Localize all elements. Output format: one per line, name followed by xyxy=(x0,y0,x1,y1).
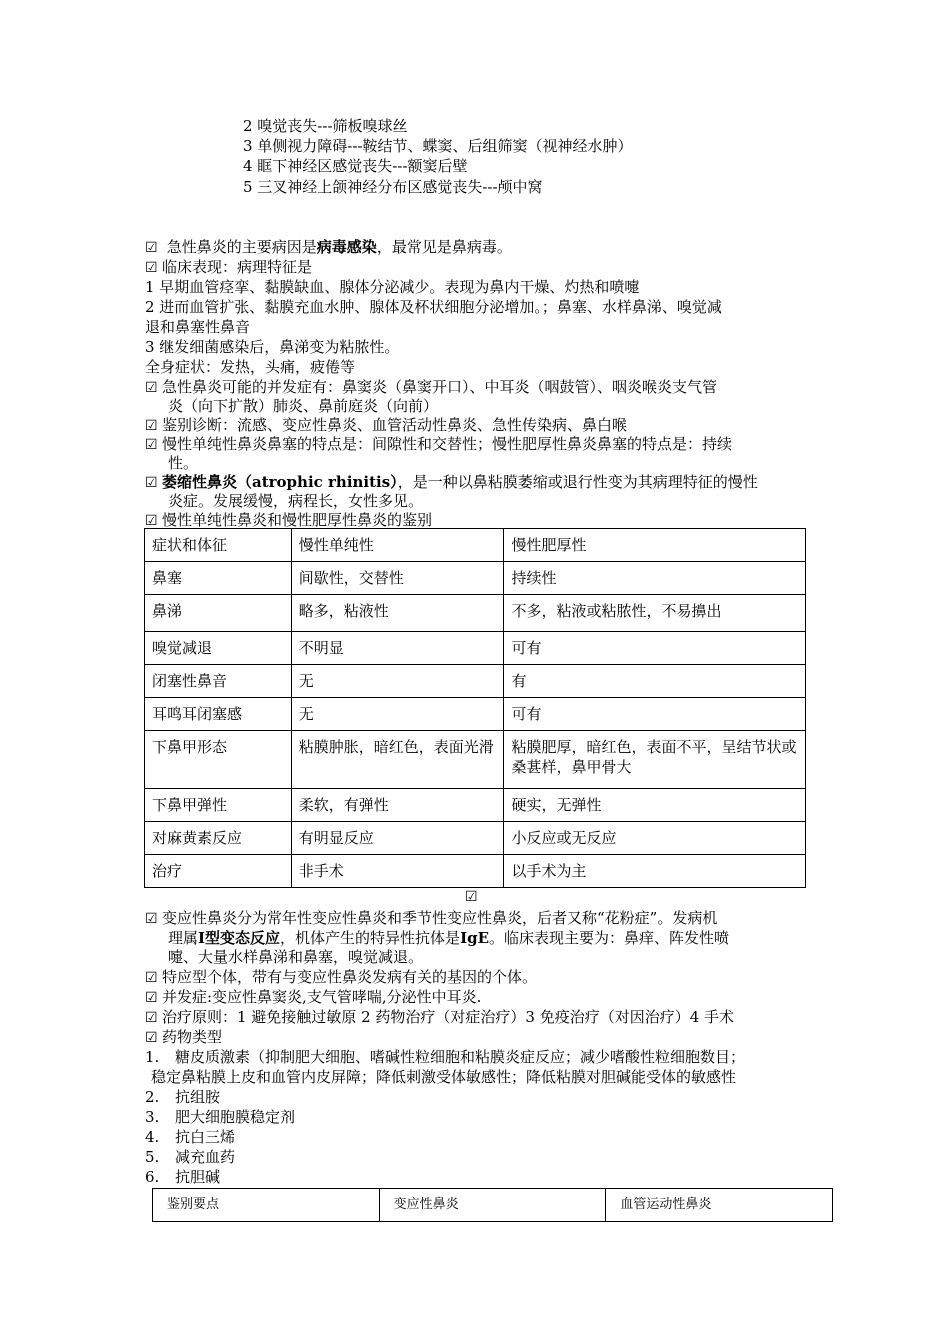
text-line: 理属Ⅰ型变态反应，机体产生的特异性抗体是IgE。临床表现主要为：鼻痒、阵发性喷 xyxy=(168,929,730,947)
clinical-line: ☑ 临床表现：病理特征是 xyxy=(145,258,313,276)
text-line: 炎症。发展缓慢，病程长，女性多见。 xyxy=(168,492,424,510)
list-item: 3. 肥大细胞膜稳定剂 xyxy=(145,1108,296,1126)
text-line: 稳定鼻粘膜上皮和血管内皮屏障；降低刺激受体敏感性；降低粘膜对胆碱能受体的敏感性 xyxy=(151,1068,737,1086)
table-cell: 间歇性，交替性 xyxy=(291,562,504,595)
text-line: 全身症状：发热，头痛，疲倦等 xyxy=(145,358,356,376)
text-line: 3 继发细菌感染后，鼻涕变为粘脓性。 xyxy=(145,338,400,356)
drug-types-line: ☑ 药物类型 xyxy=(145,1028,223,1046)
checkbox-icon: ☑ xyxy=(145,911,158,927)
table-row xyxy=(145,562,806,595)
table-cell: 小反应或无反应 xyxy=(504,822,806,855)
text-line: 性。 xyxy=(168,454,199,472)
list-item: 3 单侧视力障碍---鞍结节、蝶窦、后组筛窦（视神经水肿） xyxy=(243,137,633,155)
bold-term: 萎缩性鼻炎（atrophic rhinitis） xyxy=(162,473,398,491)
table-row xyxy=(145,731,806,789)
bold-term: 病毒感染 xyxy=(316,238,377,256)
checkbox-icon: ☑ xyxy=(145,513,158,529)
table-row xyxy=(145,665,806,698)
table-cell: 有 xyxy=(504,665,806,698)
table-row xyxy=(145,632,806,665)
table-header-cell: 血管运动性鼻炎 xyxy=(606,1189,833,1222)
table-cell: 持续性 xyxy=(504,562,806,595)
table-header-cell: 变应性鼻炎 xyxy=(379,1189,606,1222)
table-cell: 可有 xyxy=(504,632,806,665)
atrophic-line: ☑ 萎缩性鼻炎（atrophic rhinitis），是一种以鼻粘膜萎缩或退行性变为其病理特征的慢性 xyxy=(145,473,758,491)
table-cell: 无 xyxy=(291,665,504,698)
checkbox-icon: ☑ xyxy=(145,380,158,396)
table-cell: 对麻黄素反应 xyxy=(145,822,292,855)
list-item: 5 三叉神经上颌神经分布区感觉丧失---颅中窝 xyxy=(243,178,543,196)
table-cell: 下鼻甲形态 xyxy=(145,731,292,789)
comparison-table xyxy=(144,528,806,888)
chronic-line: ☑ 慢性单纯性鼻炎鼻塞的特点是：间隙性和交替性；慢性肥厚性鼻炎鼻塞的特点是：持续 xyxy=(145,435,733,453)
table-caption: ☑ 慢性单纯性鼻炎和慢性肥厚性鼻炎的鉴别 xyxy=(145,511,433,529)
table-cell: 粘膜肿胀，暗红色，表面光滑 xyxy=(291,731,504,789)
table-cell: 不明显 xyxy=(291,632,504,665)
bold-term: Ⅰ型变态反应 xyxy=(198,929,281,947)
table-row xyxy=(145,698,806,731)
diagnosis-line: ☑ 鉴别诊断：流感、变应性鼻炎、血管活动性鼻炎、急性传染病、鼻白喉 xyxy=(145,416,628,434)
acute-cause-line: ☑ 急性鼻炎的主要病因是病毒感染，最常见是鼻病毒。 xyxy=(145,238,512,256)
atopic-line: ☑ 特应型个体，带有与变应性鼻炎发病有关的基因的个体。 xyxy=(145,968,538,986)
checkbox-icon: ☑ xyxy=(145,418,158,434)
text-line: 炎（向下扩散）肺炎、鼻前庭炎（向前） xyxy=(168,397,439,415)
list-item: 5. 减充血药 xyxy=(145,1148,236,1166)
table-header-row xyxy=(145,529,806,562)
bold-term: IgE xyxy=(460,929,490,947)
text-line: 1 早期血管痉挛、黏膜缺血、腺体分泌减少。表现为鼻内干燥、灼热和喷嚏 xyxy=(145,278,640,296)
complication-line: ☑ 并发症:变应性鼻窦炎,支气管哮喘,分泌性中耳炎. xyxy=(145,988,482,1006)
list-item: 6. 抗胆碱 xyxy=(145,1168,221,1186)
checkbox-icon: ☑ xyxy=(145,970,158,986)
text-line: 2 进而血管扩张、黏膜充血水肿、腺体及杯状细胞分泌增加。；鼻塞、水样鼻涕、嗅觉减 xyxy=(145,298,722,316)
list-item: 4. 抗白三烯 xyxy=(145,1128,236,1146)
table-header-cell: 慢性肥厚性 xyxy=(504,529,806,562)
table-cell: 嗅觉减退 xyxy=(145,632,292,665)
comparison-table-2 xyxy=(152,1188,833,1222)
checkbox-icon: ☑ xyxy=(145,260,158,276)
table-header-cell: 鉴别要点 xyxy=(153,1189,380,1222)
table-row xyxy=(145,822,806,855)
table-cell: 无 xyxy=(291,698,504,731)
table-cell: 不多，粘液或粘脓性，不易擤出 xyxy=(504,595,806,632)
checkbox-icon: ☑ xyxy=(145,1010,158,1026)
table-header-cell: 症状和体征 xyxy=(145,529,292,562)
table-cell: 鼻涕 xyxy=(145,595,292,632)
table-cell: 粘膜肥厚，暗红色，表面不平，呈结节状或桑葚样，鼻甲骨大 xyxy=(504,731,806,789)
checkbox-icon: ☑ xyxy=(145,240,158,256)
text-line: 退和鼻塞性鼻音 xyxy=(145,318,251,336)
table-cell: 治疗 xyxy=(145,855,292,888)
table-cell: 柔软，有弹性 xyxy=(291,789,504,822)
text-line: 嚏、大量水样鼻涕和鼻塞，嗅觉减退。 xyxy=(168,948,424,966)
table-cell: 耳鸣耳闭塞感 xyxy=(145,698,292,731)
checkbox-icon: ☑ xyxy=(145,437,158,453)
table-header-row xyxy=(153,1189,833,1222)
checkbox-icon: ☑ xyxy=(145,475,158,491)
list-item: 4 眶下神经区感觉丧失---额窦后壁 xyxy=(243,157,468,175)
list-item: 2. 抗组胺 xyxy=(145,1088,221,1106)
table-cell: 有明显反应 xyxy=(291,822,504,855)
table-cell: 硬实，无弹性 xyxy=(504,789,806,822)
table-cell: 下鼻甲弹性 xyxy=(145,789,292,822)
table-row xyxy=(145,789,806,822)
list-item: 1. 糖皮质激素（抑制肥大细胞、嗜碱性粒细胞和粘膜炎症反应；减少嗜酸性粒细胞数目； xyxy=(145,1048,746,1066)
treatment-line: ☑ 治疗原则：1 避免接触过敏原 2 药物治疗（对症治疗）3 免疫治疗（对因治疗）4 手术 xyxy=(145,1008,735,1026)
table-row xyxy=(145,855,806,888)
checkbox-icon: ☑ xyxy=(465,889,478,905)
table-header-cell: 慢性单纯性 xyxy=(291,529,504,562)
table-cell: 可有 xyxy=(504,698,806,731)
table-cell: 以手术为主 xyxy=(504,855,806,888)
checkbox-icon: ☑ xyxy=(145,1030,158,1046)
table-cell: 鼻塞 xyxy=(145,562,292,595)
table-row xyxy=(145,595,806,632)
table-cell: 略多，粘液性 xyxy=(291,595,504,632)
table-cell: 非手术 xyxy=(291,855,504,888)
checkbox-icon: ☑ xyxy=(145,990,158,1006)
allergic-line: ☑ 变应性鼻炎分为常年性变应性鼻炎和季节性变应性鼻炎，后者又称“花粉症”。发病机 xyxy=(145,909,718,927)
complication-line: ☑ 急性鼻炎可能的并发症有：鼻窦炎（鼻窦开口）、中耳炎（咽鼓管）、咽炎喉炎支气管 xyxy=(145,378,718,396)
table-cell: 闭塞性鼻音 xyxy=(145,665,292,698)
list-item: 2 嗅觉丧失---筛板嗅球丝 xyxy=(243,117,408,135)
